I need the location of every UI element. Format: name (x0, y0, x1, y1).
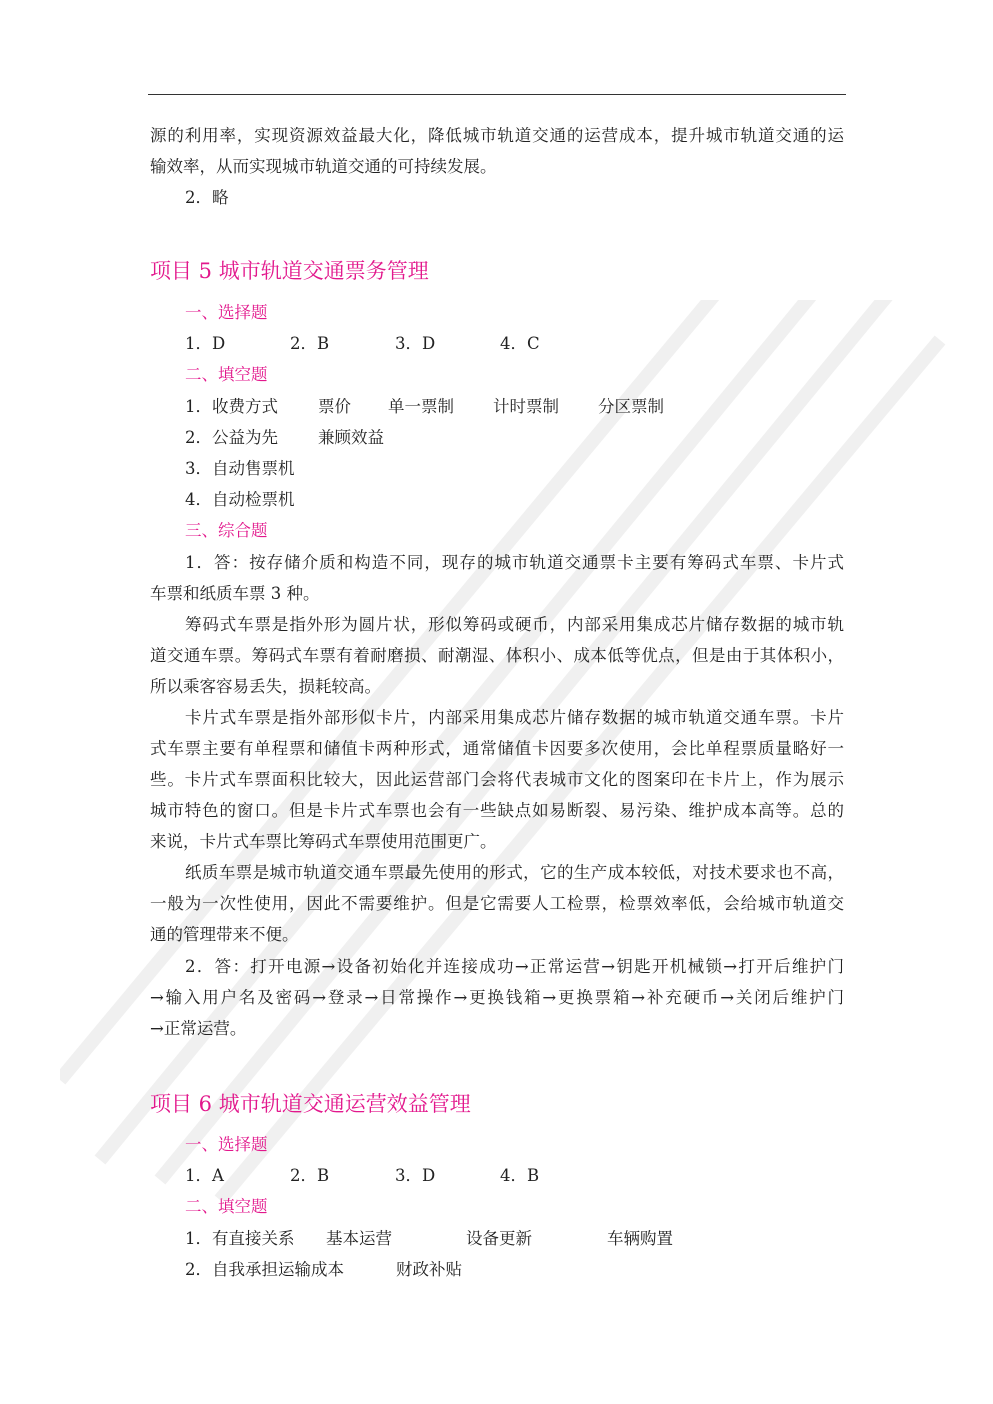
answer: 3．D (395, 334, 436, 353)
paragraph-line: 来说，卡片式车票比筹码式车票使用范围更广。 (150, 832, 497, 851)
section-title-6: 项目 6 城市轨道交通运营效益管理 (150, 1092, 471, 1116)
paragraph-line: 些。卡片式车票面积比较大，因此运营部门会将代表城市文化的图案印在卡片上，作为展示 (150, 770, 844, 789)
answer: 1．有直接关系 (185, 1229, 295, 1248)
answer: 3．D (395, 1166, 436, 1185)
answer: 1．D (185, 334, 226, 353)
paragraph-line: 一般为一次性使用，因此不需要维护。但是它需要人工检票，检票效率低，会给城市轨道交 (150, 894, 844, 913)
fill-answers-3: 3．自动售票机 (185, 459, 295, 478)
section-title-5: 项目 5 城市轨道交通票务管理 (150, 259, 429, 283)
answer: 设备更新 (466, 1229, 532, 1248)
paragraph-line: 2．答：打开电源→设备初始化并连接成功→正常运营→钥匙开机械锁→打开后维护门 (185, 957, 844, 976)
paragraph-line: 纸质车票是城市轨道交通车票最先使用的形式，它的生产成本较低，对技术要求也不高， (185, 863, 844, 882)
list-item: 2．略 (185, 188, 229, 207)
answer: 分区票制 (598, 397, 664, 416)
paragraph-line: 筹码式车票是指外形为圆片状，形似筹码或硬币，内部采用集成芯片储存数据的城市轨 (185, 615, 844, 634)
answer: 计时票制 (493, 397, 559, 416)
fill-heading: 二、填空题 (185, 1197, 268, 1216)
answer: 2．B (290, 1166, 330, 1185)
answer: 2．公益为先 (185, 428, 278, 447)
answer: 2．自我承担运输成本 (185, 1260, 344, 1279)
answer: 兼顾效益 (318, 428, 384, 447)
comprehensive-heading: 三、综合题 (185, 521, 268, 540)
paragraph-line: 通的管理带来不便。 (150, 925, 299, 944)
answer: 车辆购置 (607, 1229, 673, 1248)
answer: 1．收费方式 (185, 397, 278, 416)
choice-heading: 一、选择题 (185, 1135, 268, 1154)
answer: 单一票制 (388, 397, 454, 416)
paragraph-line: 输效率，从而实现城市轨道交通的可持续发展。 (150, 157, 497, 176)
answer: 票价 (318, 397, 351, 416)
choice-heading: 一、选择题 (185, 303, 268, 322)
paragraph-line: 车票和纸质车票 3 种。 (150, 584, 320, 603)
paragraph-line: →正常运营。 (150, 1019, 247, 1038)
paragraph-line: →输入用户名及密码→登录→日常操作→更换钱箱→更换票箱→补充硬币→关闭后维护门 (150, 988, 844, 1007)
paragraph-line: 源的利用率，实现资源效益最大化，降低城市轨道交通的运营成本，提升城市轨道交通的运 (150, 126, 844, 145)
header-rule (148, 94, 846, 95)
paragraph-line: 卡片式车票是指外部形似卡片，内部采用集成芯片储存数据的城市轨道交通车票。卡片 (185, 708, 844, 727)
answer: 4．C (500, 334, 540, 353)
paragraph-line: 式车票主要有单程票和储值卡两种形式，通常储值卡因要多次使用，会比单程票质量略好一 (150, 739, 844, 758)
answer: 4．B (500, 1166, 540, 1185)
fill-answers-4: 4．自动检票机 (185, 490, 295, 509)
answer: 财政补贴 (396, 1260, 462, 1279)
paragraph-line: 城市特色的窗口。但是卡片式车票也会有一些缺点如易断裂、易污染、维护成本高等。总的 (150, 801, 844, 820)
answer: 基本运营 (326, 1229, 392, 1248)
answer: 2．B (290, 334, 330, 353)
fill-heading: 二、填空题 (185, 365, 268, 384)
paragraph-line: 1．答：按存储介质和构造不同，现存的城市轨道交通票卡主要有筹码式车票、卡片式 (185, 553, 844, 572)
answer: 1．A (185, 1166, 224, 1185)
paragraph-line: 所以乘客容易丢失，损耗较高。 (150, 677, 381, 696)
paragraph-line: 道交通车票。筹码式车票有着耐磨损、耐潮湿、体积小、成本低等优点，但是由于其体积小， (150, 646, 844, 665)
